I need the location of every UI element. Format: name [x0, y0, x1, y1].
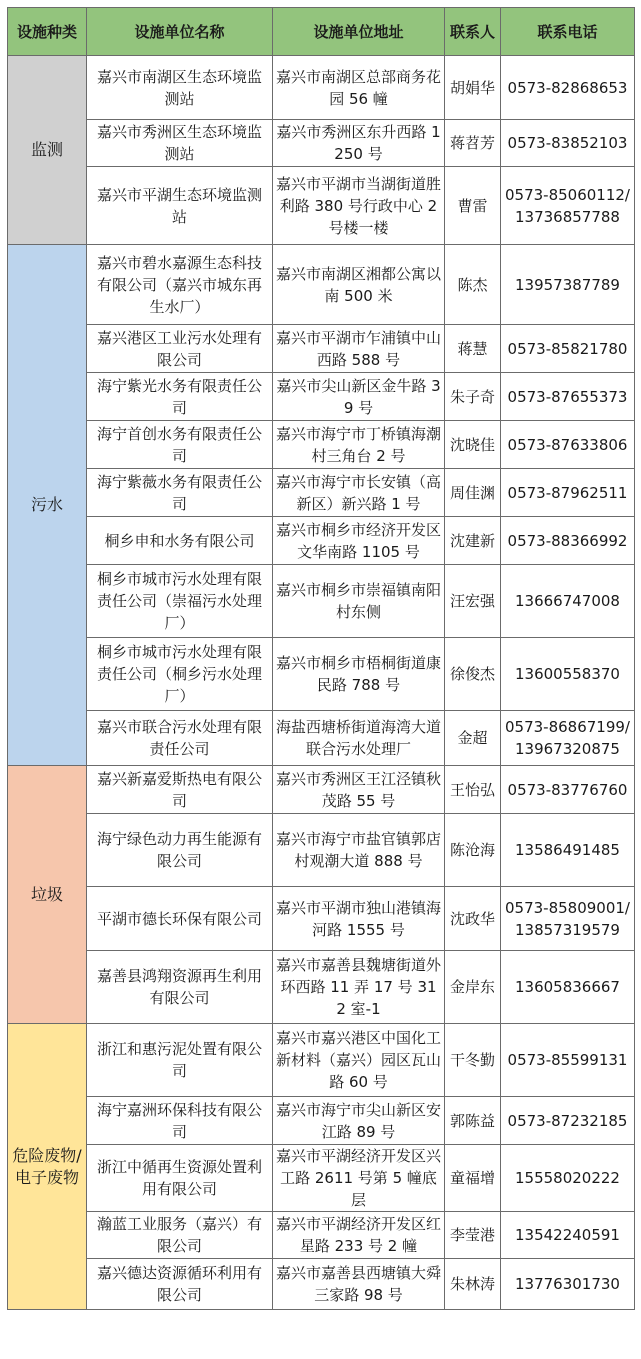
table-row — [8, 711, 635, 766]
unit-address-cell: 嘉兴市海宁市盐官镇郭店村观潮大道 888 号 — [273, 814, 445, 887]
phone-cell: 0573-87232185 — [501, 1097, 635, 1145]
phone-cell: 13586491485 — [501, 814, 635, 887]
table-row — [8, 325, 635, 373]
header-row — [8, 8, 635, 56]
header-phone: 联系电话 — [501, 8, 635, 56]
table-row — [8, 517, 635, 565]
unit-address-cell: 嘉兴市海宁市长安镇（高新区）新兴路 1 号 — [273, 469, 445, 517]
unit-address-cell: 嘉兴市桐乡市经济开发区文华南路 1105 号 — [273, 517, 445, 565]
contact-cell: 干冬勤 — [445, 1024, 501, 1097]
contact-cell: 金岸东 — [445, 951, 501, 1024]
contact-cell: 郭陈益 — [445, 1097, 501, 1145]
unit-name-cell: 海宁嘉洲环保科技有限公司 — [87, 1097, 273, 1145]
category-cell: 危险废物/电子废物 — [8, 1024, 87, 1310]
table-row — [8, 1024, 635, 1097]
contact-cell: 李莹港 — [445, 1212, 501, 1259]
unit-name-cell: 嘉兴市联合污水处理有限责任公司 — [87, 711, 273, 766]
table-body — [8, 56, 635, 1310]
unit-name-cell: 桐乡市城市污水处理有限责任公司（崇福污水处理厂） — [87, 565, 273, 638]
header-unit-name: 设施单位名称 — [87, 8, 273, 56]
unit-address-cell: 嘉兴市秀洲区东升西路 1250 号 — [273, 120, 445, 167]
phone-cell: 0573-85599131 — [501, 1024, 635, 1097]
phone-cell: 0573-87962511 — [501, 469, 635, 517]
unit-address-cell: 嘉兴市尖山新区金牛路 39 号 — [273, 373, 445, 421]
facility-table-container — [7, 7, 634, 1310]
phone-cell: 13776301730 — [501, 1259, 635, 1310]
facility-table — [7, 7, 635, 1310]
phone-cell: 0573-87633806 — [501, 421, 635, 469]
table-row — [8, 951, 635, 1024]
table-row — [8, 565, 635, 638]
phone-cell: 0573-85821780 — [501, 325, 635, 373]
contact-cell: 朱林涛 — [445, 1259, 501, 1310]
table-row — [8, 245, 635, 325]
unit-address-cell: 嘉兴市海宁市尖山新区安江路 89 号 — [273, 1097, 445, 1145]
phone-cell: 0573-83776760 — [501, 766, 635, 814]
contact-cell: 陈沧海 — [445, 814, 501, 887]
contact-cell: 沈建新 — [445, 517, 501, 565]
table-row — [8, 766, 635, 814]
contact-cell: 陈杰 — [445, 245, 501, 325]
table-row — [8, 167, 635, 245]
phone-cell: 13666747008 — [501, 565, 635, 638]
phone-cell: 13542240591 — [501, 1212, 635, 1259]
unit-address-cell: 嘉兴市平湖市当湖街道胜利路 380 号行政中心 2 号楼一楼 — [273, 167, 445, 245]
unit-address-cell: 海盐西塘桥街道海湾大道联合污水处理厂 — [273, 711, 445, 766]
unit-name-cell: 海宁紫薇水务有限责任公司 — [87, 469, 273, 517]
contact-cell: 金超 — [445, 711, 501, 766]
header-category: 设施种类 — [8, 8, 87, 56]
unit-address-cell: 嘉兴市桐乡市梧桐街道康民路 788 号 — [273, 638, 445, 711]
table-row — [8, 469, 635, 517]
unit-name-cell: 海宁首创水务有限责任公司 — [87, 421, 273, 469]
phone-cell: 13605836667 — [501, 951, 635, 1024]
unit-name-cell: 海宁紫光水务有限责任公司 — [87, 373, 273, 421]
phone-cell: 13600558370 — [501, 638, 635, 711]
header-unit-address: 设施单位地址 — [273, 8, 445, 56]
phone-cell: 0573-86867199/13967320875 — [501, 711, 635, 766]
category-cell: 垃圾 — [8, 766, 87, 1024]
unit-address-cell: 嘉兴市桐乡市崇福镇南阳村东侧 — [273, 565, 445, 638]
phone-cell: 0573-82868653 — [501, 56, 635, 120]
unit-address-cell: 嘉兴市平湖市乍浦镇中山西路 588 号 — [273, 325, 445, 373]
table-row — [8, 1212, 635, 1259]
phone-cell: 0573-85809001/13857319579 — [501, 887, 635, 951]
unit-address-cell: 嘉兴市平湖经济开发区兴工路 2611 号第 5 幢底层 — [273, 1145, 445, 1212]
header-contact: 联系人 — [445, 8, 501, 56]
unit-address-cell: 嘉兴市平湖经济开发区红星路 233 号 2 幢 — [273, 1212, 445, 1259]
unit-name-cell: 桐乡申和水务有限公司 — [87, 517, 273, 565]
unit-name-cell: 浙江中循再生资源处置利用有限公司 — [87, 1145, 273, 1212]
unit-name-cell: 嘉兴市碧水嘉源生态科技有限公司（嘉兴市城东再生水厂） — [87, 245, 273, 325]
category-cell: 监测 — [8, 56, 87, 245]
table-row — [8, 1259, 635, 1310]
unit-address-cell: 嘉兴市南湖区总部商务花园 56 幢 — [273, 56, 445, 120]
contact-cell: 周佳渊 — [445, 469, 501, 517]
category-cell: 污水 — [8, 245, 87, 766]
phone-cell: 0573-88366992 — [501, 517, 635, 565]
unit-address-cell: 嘉兴市南湖区湘都公寓以南 500 米 — [273, 245, 445, 325]
unit-name-cell: 嘉兴市秀洲区生态环境监测站 — [87, 120, 273, 167]
unit-name-cell: 瀚蓝工业服务（嘉兴）有限公司 — [87, 1212, 273, 1259]
contact-cell: 徐俊杰 — [445, 638, 501, 711]
unit-name-cell: 嘉善县鸿翔资源再生利用有限公司 — [87, 951, 273, 1024]
phone-cell: 15558020222 — [501, 1145, 635, 1212]
contact-cell: 朱子奇 — [445, 373, 501, 421]
contact-cell: 曹雷 — [445, 167, 501, 245]
contact-cell: 蒋慧 — [445, 325, 501, 373]
contact-cell: 王怡弘 — [445, 766, 501, 814]
unit-name-cell: 嘉兴市平湖生态环境监测站 — [87, 167, 273, 245]
table-row — [8, 1145, 635, 1212]
table-row — [8, 421, 635, 469]
table-row — [8, 373, 635, 421]
unit-name-cell: 浙江和惠污泥处置有限公司 — [87, 1024, 273, 1097]
unit-name-cell: 嘉兴市南湖区生态环境监测站 — [87, 56, 273, 120]
unit-address-cell: 嘉兴市平湖市独山港镇海河路 1555 号 — [273, 887, 445, 951]
phone-cell: 0573-83852103 — [501, 120, 635, 167]
phone-cell: 13957387789 — [501, 245, 635, 325]
contact-cell: 沈政华 — [445, 887, 501, 951]
unit-name-cell: 嘉兴德达资源循环利用有限公司 — [87, 1259, 273, 1310]
contact-cell: 胡娟华 — [445, 56, 501, 120]
table-row — [8, 638, 635, 711]
unit-name-cell: 海宁绿色动力再生能源有限公司 — [87, 814, 273, 887]
unit-address-cell: 嘉兴市嘉兴港区中国化工新材料（嘉兴）园区瓦山路 60 号 — [273, 1024, 445, 1097]
contact-cell: 沈晓佳 — [445, 421, 501, 469]
unit-name-cell: 嘉兴新嘉爱斯热电有限公司 — [87, 766, 273, 814]
unit-address-cell: 嘉兴市秀洲区王江泾镇秋茂路 55 号 — [273, 766, 445, 814]
phone-cell: 0573-85060112/13736857788 — [501, 167, 635, 245]
unit-address-cell: 嘉兴市嘉善县西塘镇大舜三家路 98 号 — [273, 1259, 445, 1310]
table-row — [8, 814, 635, 887]
unit-address-cell: 嘉兴市嘉善县魏塘街道外环西路 11 弄 17 号 312 室-1 — [273, 951, 445, 1024]
table-row — [8, 1097, 635, 1145]
contact-cell: 童福增 — [445, 1145, 501, 1212]
table-row — [8, 887, 635, 951]
unit-name-cell: 桐乡市城市污水处理有限责任公司（桐乡污水处理厂） — [87, 638, 273, 711]
contact-cell: 汪宏强 — [445, 565, 501, 638]
unit-name-cell: 平湖市德长环保有限公司 — [87, 887, 273, 951]
table-row — [8, 56, 635, 120]
contact-cell: 蒋苕芳 — [445, 120, 501, 167]
unit-address-cell: 嘉兴市海宁市丁桥镇海潮村三角台 2 号 — [273, 421, 445, 469]
table-row — [8, 120, 635, 167]
unit-name-cell: 嘉兴港区工业污水处理有限公司 — [87, 325, 273, 373]
phone-cell: 0573-87655373 — [501, 373, 635, 421]
